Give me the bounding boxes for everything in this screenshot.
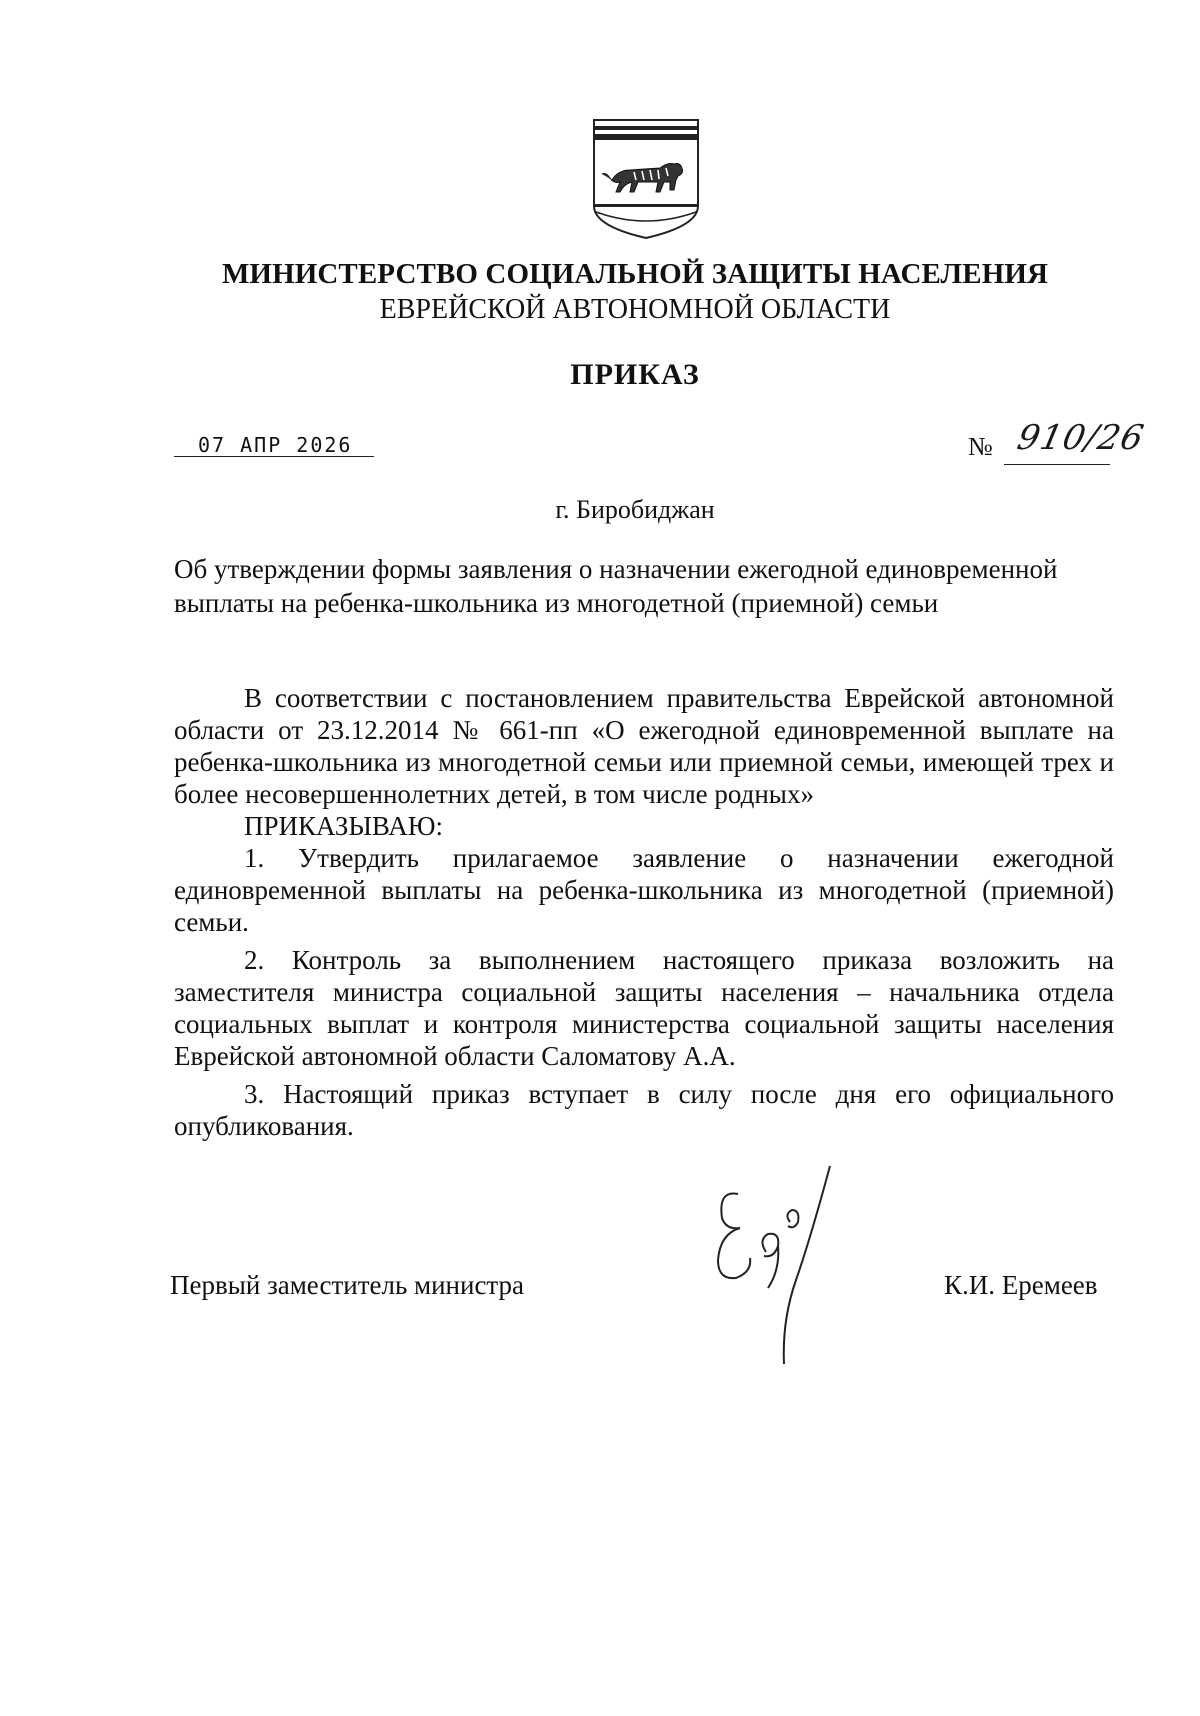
order-item-2: 2. Контроль за выполнением настоящего приказа возложить на заместителя министра социальной защиты населения – начальника отдела социальных выплат и контроля министерства социальной защиты населения Еврейской автономной области Саломатову А.А. (174, 945, 1114, 1071)
order-item-3: 3. Настоящий приказ вступает в силу после дня его официального опубликования. (174, 1079, 1114, 1141)
document-number: 910/26 (1013, 418, 1148, 458)
coat-of-arms-tiger-icon (590, 118, 702, 240)
document-body (174, 682, 1114, 1142)
signer-title: Первый заместитель министра (170, 1270, 525, 1300)
document-subject: Об утверждении формы заявления о назначении ежегодной единовременной выплаты на ребенка-школьника из многодетной (приемной) семьи (174, 554, 1058, 618)
region-name: ЕВРЕЙСКОЙ АВТОНОМНОЙ ОБЛАСТИ (379, 294, 891, 325)
signer-name: К.И. Еремеев (944, 1270, 1098, 1300)
document-city: г. Биробиджан (555, 495, 715, 524)
number-sign: № (968, 432, 993, 461)
document-type: ПРИКАЗ (570, 358, 700, 391)
handwritten-signature (700, 1160, 850, 1370)
document-number-block (968, 418, 1148, 484)
order-item-1: 1. Утвердить прилагаемое заявление о назначении ежегодной единовременной выплаты на ребенка-школьника из многодетной (приемной) семьи. (174, 843, 1114, 937)
number-underline (1004, 464, 1110, 465)
preamble-paragraph: В соответствии с постановлением правительства Еврейской автономной области от 23.12.2014 № 661-пп «О ежегодной единовременной выплате на ребенка-школьника из многодетной семьи или приемной семьи, имеющей трех и более несовершеннолетних детей, в том числе родных» (174, 683, 1114, 809)
ministry-name: МИНИСТЕРСТВО СОЦИАЛЬНОЙ ЗАЩИТЫ НАСЕЛЕНИЯ (221, 258, 1049, 290)
order-word: ПРИКАЗЫВАЮ: (244, 811, 443, 841)
document-date: 07 АПР 2026 (174, 434, 374, 457)
